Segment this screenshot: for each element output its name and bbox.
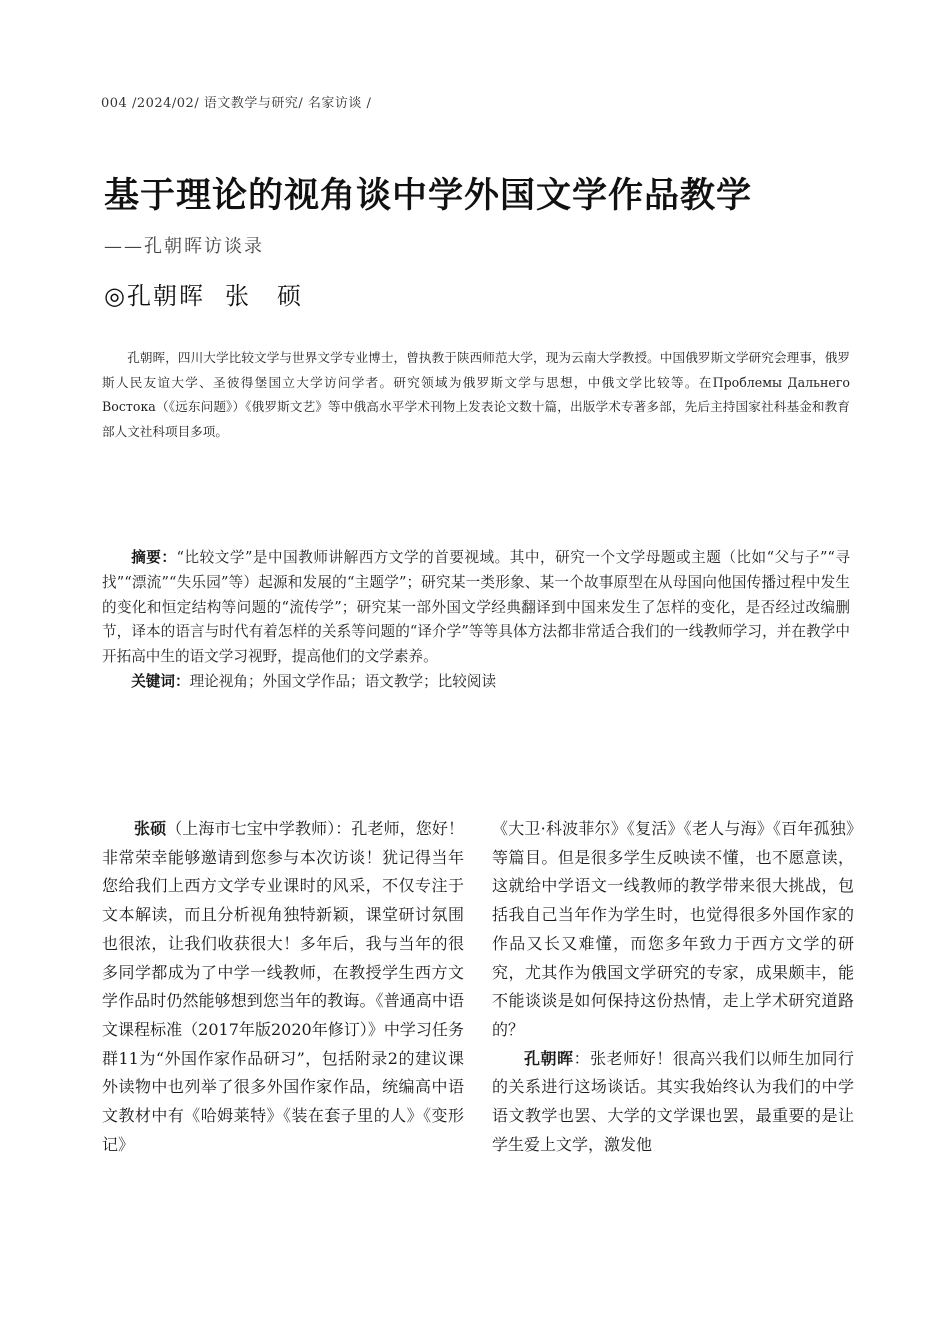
speaker-label: 张硕 (134, 819, 167, 838)
keywords-label: 关键词： (131, 672, 190, 690)
keywords-text: 理论视角；外国文学作品；语文教学；比较阅读 (189, 672, 497, 690)
body-paragraph-continued: 《大卫·科波菲尔》《复活》《老人与海》《百年孤独》等篇目。但是很多学生反映读不懂，也不愿意读，这就给中学语文一线教师的教学带来很大挑战，包括我自己当年作为学生时，也觉得很多外国作家的作品又长又难懂，而您多年致力于西方文学的研究，尤其作为俄国文学研究的专家，成果颇丰，能不能谈谈是如何保持这份热情，走上学术研究道路的？ (492, 819, 854, 1039)
body-column-left (102, 815, 464, 1159)
paragraph-text: ：张老师好！很高兴我们以师生加同行的关系进行这场谈话。其实我始终认为我们的中学语文教学也罢、大学的文学课也罢，最重要的是让学生爱上文学，激发他 (492, 1048, 854, 1154)
body-paragraph (102, 815, 464, 1159)
abstract-label: 摘要： (131, 549, 177, 566)
abstract-block (102, 546, 850, 695)
author-name: 张 硕 (224, 282, 303, 310)
author-name: 孔朝晖 (126, 282, 205, 310)
author-mark-icon: ◎ (104, 282, 127, 310)
article-title: 基于理论的视角谈中学外国文学作品教学 (104, 176, 753, 216)
body-paragraph (492, 1045, 854, 1160)
keywords-paragraph (102, 670, 850, 695)
author-line (104, 276, 303, 311)
paragraph-text: （上海市七宝中学教师）：孔老师，您好！非常荣幸能够邀请到您参与本次访谈！犹记得当年您给我们上西方文学专业课时的风采，不仅专注于文本解读，而且分析视角独特新颖，课堂研讨氛围也很浓，让我们收获很大！多年后，我与当年的很多同学都成为了中学一线教师，在教授学生西方文学作品时仍然能够想到您当年的教诲。《普通高中语文课程标准（2017年版2020年修订）》中学习任务群11为“外国作家作品研习”，包括附录2的建议课外读物中也列举了很多外国作家作品，统编高中语文教材中有《哈姆莱特》《装在套子里的人》《变形记》 (102, 819, 464, 1154)
author-bio: 孔朝晖，四川大学比较文学与世界文学专业博士，曾执教于陕西师范大学，现为云南大学教授。中国俄罗斯文学研究会理事，俄罗斯人民友谊大学、圣彼得堡国立大学访问学者。研究领域为俄罗斯文学与思想，中俄文学比较等。在Проблемы Дальнего Востока（《远东问题》）《俄罗斯文艺》等中俄高水平学术刊物上发表论文数十篇，出版学术专著多部，先后主持国家社科基金和教育部人文社科项目多项。 (102, 350, 850, 439)
running-head: 004 /2024/02/ 语文教学与研究/ 名家访谈 / (101, 96, 372, 111)
abstract-paragraph (102, 546, 850, 670)
abstract-text: “比较文学”是中国教师讲解西方文学的首要视域。其中，研究一个文学母题或主题（比如“父与子”“寻找”“漂流”“失乐园”等）起源和发展的“主题学”；研究某一类形象、某一个故事原型在从母国向他国传播过程中发生的变化和恒定结构等问题的“流传学”；研究某一部外国文学经典翻译到中国来发生了怎样的变化，是否经过改编删节，译本的语言与时代有着怎样的关系等问题的“译介学”等等具体方法都非常适合我们的一线教师学习，并在教学中开拓高中生的语文学习视野，提高他们的文学素养。 (102, 549, 850, 666)
speaker-label: 孔朝晖 (524, 1048, 574, 1068)
body-column-right (492, 815, 854, 1159)
article-subtitle: ——孔朝晖访谈录 (104, 236, 264, 257)
